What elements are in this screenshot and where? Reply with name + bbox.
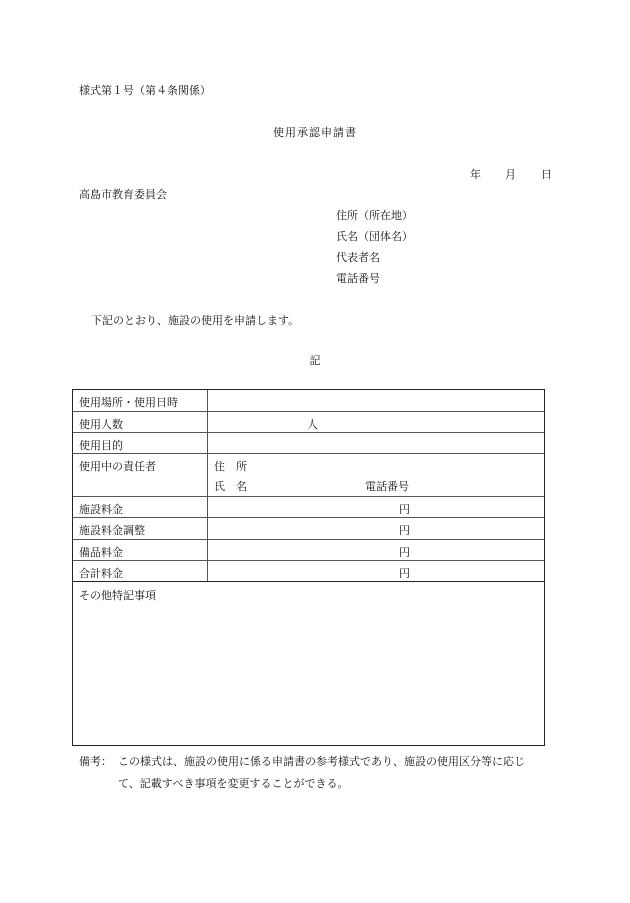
application-table <box>72 389 545 746</box>
document-title: 使用承認申請書 <box>273 126 357 139</box>
date-month: 月 <box>505 168 516 181</box>
note-line-1: この様式は、施設の使用に係る申請書の参考様式であり、施設の使用区分等に応じ <box>118 755 525 768</box>
row-person-in-charge <box>73 454 544 497</box>
applicant-name-label: 氏名（団体名） <box>336 230 413 243</box>
pic-name-label: 氏 名 <box>214 480 247 493</box>
applicant-phone-label: 電話番号 <box>336 272 380 285</box>
ki-heading: 記 <box>309 354 321 367</box>
addressee: 高島市教育委員会 <box>79 188 167 201</box>
pic-phone-label: 電話番号 <box>365 480 409 493</box>
note-line-2: て、記載すべき事項を変更することができる。 <box>118 777 349 790</box>
note-label: 備考： <box>79 755 112 768</box>
request-text: 下記のとおり、施設の使用を申請します。 <box>91 314 300 327</box>
applicant-address-label: 住所（所在地） <box>336 209 413 222</box>
remarks-label: その他特記事項 <box>79 589 156 602</box>
total-fee-yen: 円 <box>399 567 410 580</box>
row-total-fee <box>73 561 544 582</box>
headcount-unit: 人 <box>307 418 318 431</box>
facility-fee-label: 施設料金 <box>79 503 123 516</box>
person-in-charge-label: 使用中の責任者 <box>79 460 156 473</box>
row-equipment-fee <box>73 540 544 561</box>
form-number: 様式第１号（第４条関係） <box>79 84 211 97</box>
row-place-datetime <box>73 390 544 412</box>
equipment-fee-yen: 円 <box>399 546 410 559</box>
date-day: 日 <box>541 168 552 181</box>
pic-address-label: 住 所 <box>214 460 247 473</box>
date-year: 年 <box>470 168 481 181</box>
row-facility-fee <box>73 497 544 518</box>
facility-fee-yen: 円 <box>399 503 410 516</box>
total-fee-label: 合計料金 <box>79 567 123 580</box>
equipment-fee-label: 備品料金 <box>79 546 123 559</box>
facility-fee-adjust-label: 施設料金調整 <box>79 524 145 537</box>
row-headcount <box>73 412 544 433</box>
headcount-label: 使用人数 <box>79 418 123 431</box>
place-datetime-label: 使用場所・使用日時 <box>79 396 178 409</box>
row-facility-fee-adjust <box>73 518 544 540</box>
purpose-label: 使用目的 <box>79 439 123 452</box>
row-purpose <box>73 433 544 454</box>
applicant-representative-label: 代表者名 <box>336 251 380 264</box>
facility-fee-adjust-yen: 円 <box>399 524 410 537</box>
